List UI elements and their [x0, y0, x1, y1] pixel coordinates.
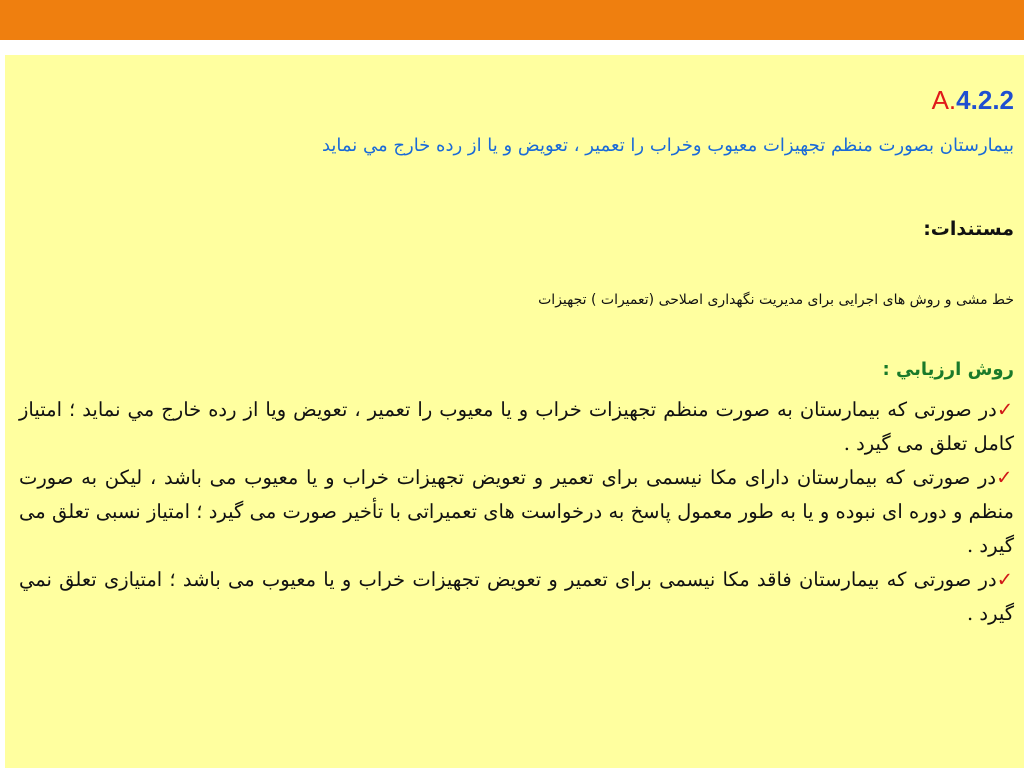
evaluation-method-heading: روش ارزيابي : [882, 359, 1014, 380]
content-panel [5, 55, 1024, 768]
criterion-full-score [19, 393, 1014, 461]
criterion-text: در صورتی که بیمارستان دارای مکا نیسمی برای تعمیر و تعویض تجهیزات خراب و یا معیوب می باشد ، لیکن به صورت منظم و دوره ای نبوده و یا به طور معمول پاسخ به درخواست های تعمیراتی با تأخیر صورت می گیرد ؛ امتیاز نسبی تعلق می گیرد . [19, 466, 1014, 557]
standard-text: بیمارستان بصورت منظم تجهیزات معیوب وخراب را تعمیر ، تعویض و یا از رده خارج مي نماید [321, 135, 1014, 156]
standard-code-number: 4.2.2 [956, 85, 1014, 115]
check-icon: ✓ [996, 568, 1015, 591]
criterion-text: در صورتی که بیمارستان به صورت منظم تجهیزات خراب و یا معیوب را تعمیر ، تعویض ویا از رده خارج مي نماید ؛ امتیاز کامل تعلق می گیرد . [19, 398, 1014, 455]
standard-code-prefix: A. [931, 85, 957, 115]
criterion-no-score [19, 563, 1014, 631]
criterion-text: در صورتی که بیمارستان فاقد مکا نیسمی برای تعمیر و تعویض تجهیزات خراب و یا معیوب می باشد ؛ امتیازی تعلق نمي گیرد . [19, 568, 1014, 625]
criterion-partial-score [19, 461, 1014, 563]
documents-item: خط مشی و روش های اجرایی برای مدیریت نگهداری اصلاحی (تعمیرات ) تجهیزات [538, 292, 1014, 308]
standard-code [932, 85, 1014, 116]
check-icon: ✓ [996, 398, 1014, 421]
evaluation-criteria [19, 393, 1014, 631]
top-accent-bar [0, 0, 1024, 40]
documents-heading: مستندات: [923, 218, 1014, 240]
check-icon: ✓ [996, 466, 1014, 489]
